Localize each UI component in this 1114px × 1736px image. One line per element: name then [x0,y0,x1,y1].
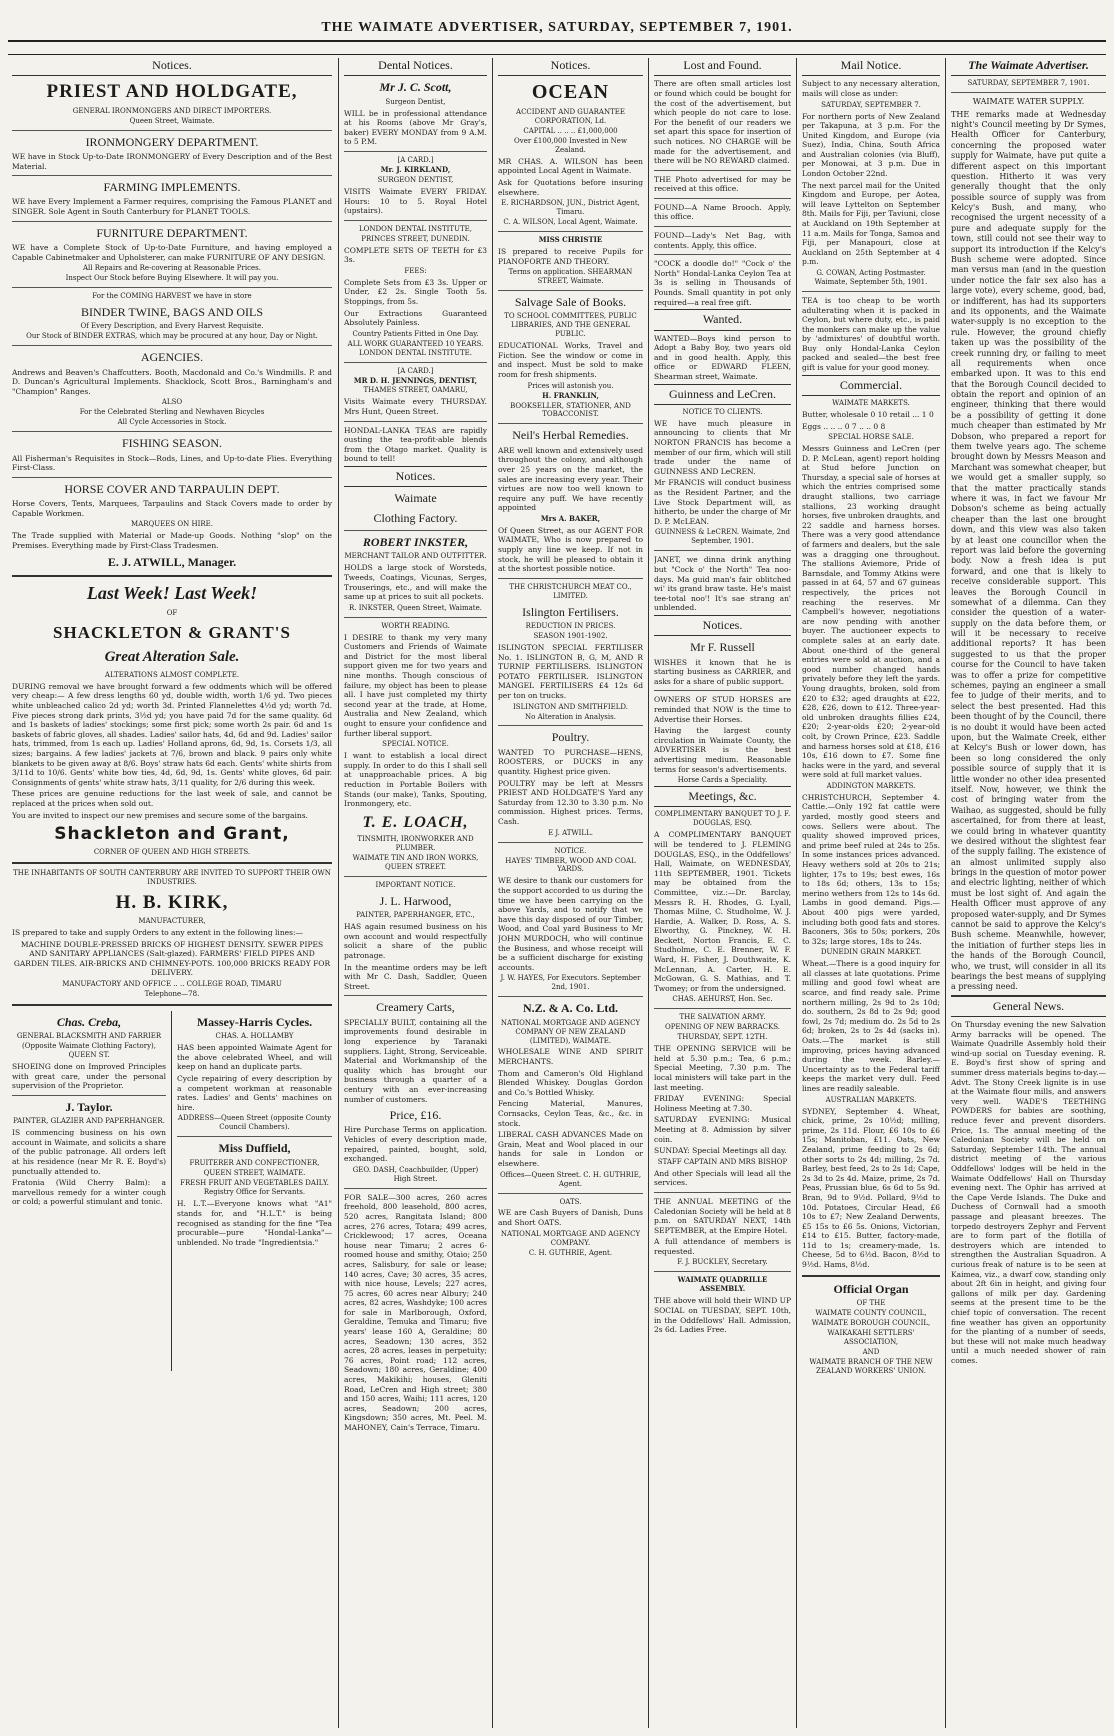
advert-text: WAIMATE BOROUGH COUNCIL, [811,1318,931,1327]
advert-subtitle: CHAS. A. HOLLAMBY [215,1032,294,1041]
divider [12,1004,332,1006]
advert-text: And other Specials will lead all the services. [654,1168,791,1188]
advert-address: QUEEN STREET, WAIMATE. [203,1168,306,1177]
advert-address: (Opposite Waimate Clothing Factory), QUEEN ST. [22,1042,156,1060]
advert-subtitle: GENERAL BLACKSMITH AND FARRIER [16,1032,162,1041]
divider [802,1275,940,1277]
advert-text: THE above will hold their WIND UP SOCIAL on TUESDAY, SEPT. 10th, in the Oddfellows' Hall. Admission, 2s 6d. Ladies Free. [654,1296,791,1335]
advert-title: Islington Fertilisers. [522,604,619,619]
advert-text: These prices are genuine reductions for the last week of sale, and cannot be replaced at the prices when sold out. [12,789,332,808]
divider [802,291,940,292]
advert-subtitle: REDUCTION IN PRICES. [525,622,616,631]
advert-text: ISLINGTON SPECIAL FERTILISER No. 1. ISLINGTON B, G, M, AND R TURNIP FERTILISERS. ISLINGTON POTATO FERTILISER. ISLINGTON MANGEL FERTILISERS £4 12s 6d per ton on trucks. [498,643,643,700]
advert-text: ARE well known and extensively used throughout the colony, and although over 25 years on the market, the sales are increasing every year. Their virtues are now too well known to require any puff. We have recently appointed [498,445,643,513]
advert-title: LONDON DENTAL INSTITUTE, [359,224,472,233]
advert-text: WANTED TO PURCHASE—HENS, ROOSTERS, or DUCKS in any quantity. Highest price given. [498,747,643,777]
advert-title: Clothing Factory. [373,510,458,525]
advert-title: WAIMATE QUADRILLE ASSEMBLY. [677,1275,768,1294]
ads-left [12,1011,166,1371]
advert-text: There are often small articles lost or found which could be bought for the cost of the advertisement, but which people do not care to lose. For the benefit of our readers we set apart this space for insertion of such notices. NO CHARGE will be made for the advertisement, and there will be NO REWARD claimed. [654,79,791,166]
advert-signature: C. H. GUTHRIE, Agent. [528,1248,613,1257]
advert-title: H. B. KIRK, [115,891,229,913]
advert-text: WHOLESALE WINE AND SPIRIT MERCHANTS. [498,1047,643,1067]
advert-subtitle: ACCIDENT AND GUARANTEE CORPORATION, Ld. [516,107,625,125]
advert-text: HONDAL-LANKA TEAS are rapidly ousting the tea-profit-able blends from the Otago market. Quality is bound to tell! [344,425,487,464]
advert-text: THE Photo advertised for may be received at this office. [654,174,791,194]
advert-subtitle: COMPLIMENTARY BANQUET TO J. F. DOUGLAS, ESQ. [654,810,791,828]
advert-subtitle: [A CARD.] [397,156,434,165]
advert-text: Over £100,000 Invested in New Zealand. [514,136,627,154]
advert-text: Fratonia (Wild Cherry Balm): a marvellous remedy for a winter cough or cold; a powerful stimulant and tonic. [12,1178,166,1207]
divider [498,996,643,997]
divider [12,287,332,288]
divider [498,290,643,291]
divider [498,1193,643,1194]
advert-subtitle: BOOKSELLER, STATIONER, AND TOBACCONIST. [510,401,631,419]
advert-signature: J. W. HAYES, For Executors. September 2nd, 1901. [500,974,641,992]
divider [654,1271,791,1272]
advert-subtitle: OF [166,608,178,617]
dept-heading: FURNITURE DEPARTMENT. [96,225,248,240]
advert-text: Horse Cards a Speciality. [677,776,768,785]
advert-text: SUNDAY: Special Meetings all day. [654,1146,787,1156]
advert-title: Mr. J. KIRKLAND, [380,165,451,174]
advert-title: OATS. [559,1197,582,1206]
advert-title: HAYES' TIMBER, WOOD AND COAL YARDS. [505,856,636,874]
column-rule [492,58,493,1728]
divider [12,1095,166,1096]
advert-signature: GEO. DASH, Coachbuilder, (Upper) High Street. [352,1165,479,1183]
article-text: On Thursday evening the new Salvation Army barracks will be opened. The Waimate Quadrille Assembly hold their wind-up social on Tuesday evening. R. E. Boyd's first show of spring and summer dress materials begins to-day.—Advt. The Stony Creek lignite is in use at the Waimate flour mills, and answers very well. WADE'S TEETHING POWDERS for babies are soothing, reduce fever and prevent disorders. Price, 1s. The annual meeting of the Caledonian Society will be held on Saturday, September 14th. The annual district meeting of the various Oddfellows' lodges will be held in the Waimate Oddfellows' Hall on Thursday evening next. The Ophir has arrived at the Cape Verde Islands. The Duke and Duchess of Cornwall had a smooth passage and pleasant breezes. The torpedo destroyers Zephyr and Fervent are to form part of the flotilla of destroyers which are intended to strengthen the Australian Squadron. A curious freak of nature is to be seen at Kaimea, viz., a dwarf cow, standing only about 2ft 6in in height, and giving four gallons of milk per day. Gardening seems at the present time to be the chief topic of conversation. The recent fine weather has given an opportunity for the planting of a number of seeds, but these will not make much headway until a much needed shower of rain comes. [951,1020,1106,1365]
advert-address: THAMES STREET, OAMARU, [363,386,468,395]
divider [177,1136,332,1137]
advert-subtitle: IMPORTANT NOTICE. [375,880,456,889]
divider [344,530,487,531]
dept-text: MARQUEES ON HIRE. [131,520,213,529]
advert-text: IS prepared to take and supply Orders to any extent in the following lines:— [12,928,303,937]
section-header: Meetings, &c. [654,786,791,807]
advert-address: CORNER OF QUEEN AND HIGH STREETS. [93,847,251,856]
advert-subtitle: ALTERATIONS ALMOST COMPLETE. [104,670,240,679]
column-dental [344,58,487,1728]
advert-subtitle: WAIMATE MARKETS. [832,399,910,408]
advert-subtitle: THURSDAY, SEPT. 12TH. [677,1033,768,1042]
dept-text: Andrews and Beaven's Chaffcutters. Booth, Macdonald and Co.'s Windmills. P. and D. Duncan's Agricultural Implements. Shacklock, Scott Bros., Barningham's and "Champion" Ranges. [12,367,332,396]
advert-text: H. L.T.—Everyone knows what "A1" stands for, and "H.L.T." is being recognised as standing for the fine "Tea procurable—pure "Hondal-Lanka"—unblended. No trade "Ingredientsia." [177,1199,332,1247]
divider [498,578,643,579]
column-rule [171,1011,172,1371]
advert-subtitle: FRUITERER AND CONFECTIONER, [189,1158,320,1167]
column-notices-mid [498,58,643,1728]
advert-signature: E J. ATWILL. [548,828,593,837]
section-header: Notices. [344,466,487,487]
advert-subtitle: NATIONAL MORTGAGE AND AGENCY COMPANY. [500,1229,641,1247]
advert-subtitle: NATIONAL MORTGAGE AND AGENCY COMPANY OF NEW ZEALAND (LIMITED), WAIMATE. [500,1018,641,1045]
dept-text: All Cycle Accessories in Stock. [117,418,227,427]
dept-heading: FISHING SEASON. [121,436,222,451]
advert-title: Chas. Creba, [56,1014,122,1029]
article-text: THE remarks made at Wednesday night's Council meeting by Dr Symes, Health Officer for Canterbury, concerning the proposed water supply for Waimate, have put quite a different aspect on this important question. Hitherto it was very generally thought that the only possible source of supply was from Kelcy's Bush, and many, who recognised the urgent necessity of a pure and adequate supply for the town, still could not see their way to support its introduction if the Kelcy's Bush scheme were adopted. Since man versus man (and in the question under notice the fair sex also has a large vote), every scheme, good, bad, or indifferent, has had its supporters and its opponents, and the Waimate water-supply is no exception to the rule. However, the ground chiefly taken up was the possibility of the creek running dry, or failing to meet all requirements when once embarked upon. It was to this end that the Borough Council decided to obtain the report and opinion of an engineer, thinking that there would be a possibility of getting it done much cheaper than estimated by Mr Dobson, who prepared a report for them twelve years ago. The scheme brought down by Messrs Meason and Marchant was somewhat cheaper, but we would get a smaller supply, so that the matter practically stands where it was, in fact we favour Mr Dobson's scheme as being actually cheaper than the last one brought down, and this view was also taken by at least one councillor when the report was laid before the governing body. Now a fresh idea is put forward, and one that is likely to receive considerable support. This leaves the Borough Council in somewhat of a dilemma. Can they consider the question of a water-supply on the data before them, or will it be necessary to receive additional reports? It has been suggested to us that the proper course for the Council to have taken was to offer a prize for competitive schemes, paying an engineer a small fee to judge of their merits, and to select the best presented. Had this been thought of by the Council, there is no doubt it would have been acted upon, but the Waimate Creek, either at Kelcy's Bush or lower down, has been so long considered the only possible source of supply that it is little wonder no other idea presented itself. Now, however, we think the cost of bringing water from the Waihao, as suggested, should be fully ascertained, for from there at least, we could bring in whatever quantity we desired without the slightest fear of the supply failing. The existence of an almost unlimited supply also brings in the question of motor power and electric lighting, neither of which must be lost sight of. And again the Health Officer must approve of any proposed water-supply, and Dr Symes cannot be said to approve the Kelcy's Bush scheme. Meanwhile, however, the initiation of further steps lies in the hands of the Borough Council, who, we trust, will consider in all its bearings the best means of supplying a pressing need. [951,109,1106,992]
advert-signature: E. J. ATWILL, Manager. [107,554,237,569]
section-header: Notices. [12,58,332,76]
dept-heading: IRONMONGERY DEPARTMENT. [85,134,259,149]
advert-title: Creamery Carts, [376,1000,455,1015]
advert-title: Mr J. C. Scott, [379,80,452,95]
advert-text: WE are Cash Buyers of Danish, Duns and Short OATS. [498,1208,643,1228]
advert-title: Waimate [394,491,437,506]
advert-title: ROBERT INKSTER, [362,535,469,550]
advert-text: A full attendance of members is requested. [654,1237,791,1256]
advert-text: FOR SALE—300 acres, 260 acres freehold, 800 leasehold, 800 acres, 520 acres, Rangitata Island; 800 acres, 276 acres, Totara; 499 acres, Cricklewood; 17 acres, Oceana house near Timaru; 2 acres 6-roomed house and smithy, Otaio; 250 acres, Salisbury, for sale or lease; 140 acres, Cave; 30 acres, 35 acres, with nice house, Levels; 227 acres, 75 acres, 60 acres near Albury; 240 acres, 82 acres, Washdyke; 100 acres for sale in Marlborough, Oxford, Geraldine, Temuka and Timaru; five years' lease 160 A, Geraldine; 80 acres, Seadown; 130 acres, 352 acres, 28 acres, leases in perpetuity; 76 acres, Point road; 112 acres, Seadown; 180 acres, Geraldine; 400 acres, Makikihi; houses, Gleniti Road, LeCren and High street; 380 and 150 acres, Waihi; 111 acres, 120 acres, Seadown; 200 acres, Kingsdown; 350 acres, Mt. Peel. M. MAHONEY, Cain's Terrace, Timaru. [344,1192,487,1432]
divider [951,92,1106,93]
advert-text: POULTRY may be left at Messrs PRIEST AND HOLDGATE'S Yard any Saturday from 12.30 to 3.30 p.m. No commission. Highest prices. Terms, Cash. [498,778,643,826]
advert-text: SATURDAY EVENING: Musical Meeting at 8. Admission by silver coin. [654,1115,791,1144]
dept-text: For the COMING HARVEST we have in store [92,292,252,301]
advert-address: ADDRESS—Queen Street (opposite County Council Chambers). [177,1114,332,1132]
advert-subtitle: WORTH READING. [381,621,450,630]
divider [344,151,487,152]
advert-title: Salvage Sale of Books. [514,295,627,309]
market-row: Butter, wholesale 0 10 retail ... 1 0 [802,409,934,419]
advert-signature: CHAS. AEHURST, Hon. Sec. [672,995,773,1004]
advert-text: WILL be in professional attendance at his Rooms (above Mr Gray's, baker) EVERY MONDAY from 9 A.M. to 5 P.M. [344,108,487,147]
advert-text: FOUND—Lady's Net Bag, with contents. Apply, this office. [654,231,791,250]
article-text: Messrs Guinness and LeCren (per D. P. McLean, agent) report holding at Stud before Junction on Thursday, a special sale of horses at which the entries comprised some draught stallions, two carriage stallions, 23 working draught horses, five unbroken draughts, and 22 saddle and harness horses. There was a very good attendance of farmers and dealers, but the sale was a dragging one throughout. The stallions Aviemore, Pride of Barnsdale, and Tommy Atkins were passed in at 64, 57 and 67 guineas respectively, the prices not reaching the reserves. Mr Campbell's however, negotiations are now pending with another buyer. The auctioneer expects to complete sales at an early date. About one-third of the general entries were sold at auction, and a good number changed hands privately before they left the yards. Young draughts, broken, sold from £20 to £32; aged draughts at £22, £28, £26, down to £12. Three-year-old unbroken draughts fillies £24, £20; 2-year-olds £20; 2-year-old colt, by Crown Prince, £23. Saddle and harness horses sold at £18, £16 10s, £16 down to £7. Some fine hacks were in the yard, and several were sold at full market values. [802,444,940,780]
advert-address: Telephone—78. [144,989,200,998]
advert-text: SHOEING done on Improved Principles with great care, under the personal supervision of the Proprietor. [12,1062,166,1091]
advert-text: "COCK a doodle do!" "Cock o' the North" Hondal-Lanka Ceylon Tea at 3s is selling in Thousands of Pounds. Small quantity in pot only required—a real free gift. [654,259,791,307]
advert-text: Terms on application. SHEARMAN STREET, Waimate. [508,268,633,286]
advert-subtitle: MERCHANT TAILOR AND OUTFITTER. [344,552,487,561]
article-text: SYDNEY, September 4. Wheat, chick, prime, 2s 10½d; milling, prime, 2s 11d. Flour, £6 10s to £6 15s; Manitoban, £11. Oats, New Zealand, prime feeding to 2s 6d; other sorts to 2s 4d; milling, 2s 7d. Barley, best feed, 2s to 2s 1d; Cape, 2s 3d to 2s 4d. Maize, prime, 2s 7d. Peas, Prussian blue, 6s 6d to 5s 9d. Bran, 9d to 9½d. Pollard, 9½d to 10d. Potatoes, Circular Head, £6 10s to £7; New Zealand Derwents, £5 15s to £6 5s. Onions, Victorian, £14 to £15. Butter, factory-made, 11d to 1s; creamery-made, 1s. Cheese, 5d to 6½d. Bacon, 8½d to 9½d. Hams, 8½d. [802,1106,940,1270]
advert-text: The next parcel mail for the United Kingdom and Europe, per Aotea, will leave Lyttelton on September 8th. Mails for Fiji, per Taviuni, close at Auckland on 19th September at 11 a.m. Mails for Tonga, Samoa and Fiji, per Manapouri, close at Auckland on 25th September at 4 p.m. [802,180,940,267]
advert-text: OWNERS OF STUD HORSES are reminded that NOW is the time to Advertise their Horses. [654,695,791,724]
dept-text: WE have a Complete Stock of Up-to-Date Furniture, and having employed a Capable Cabinetmaker and Upholsterer, can make FURNITURE OF ANY DESIGN. [12,243,332,262]
section-header: Mail Notice. [802,58,940,76]
advert-title: OCEAN [531,81,610,104]
advert-subtitle: DUNEDIN GRAIN MARKET. [820,948,922,957]
advert-text: WE have much pleasure in announcing to clients that Mr NORTON FRANCIS has become a member of our firm, which will still trade under the name of GUINNESS AND LeCREN. [654,418,791,476]
column-editorial [951,58,1106,1728]
section-header: General News. [951,995,1106,1017]
advert-subtitle: SEASON 1901-1902. [533,632,608,641]
advert-title: Neil's Herbal Remedies. [512,428,629,443]
dept-text: Of Every Description, and Every Harvest Requisite. [80,322,264,331]
advert-subtitle: PAINTER, GLAZIER AND PAPERHANGER. [13,1117,165,1126]
article-headline: WAIMATE WATER SUPPLY. [972,97,1085,107]
advert-text: Prices will astonish you. [527,381,614,390]
dept-text: For the Celebrated Sterling and Newhaven Bicycles [79,408,265,417]
top-rule [8,40,1106,42]
advert-title: Miss Duffield, [218,1141,291,1156]
divider [344,617,487,618]
advert-subtitle: [A CARD.] [397,366,434,375]
advert-subtitle: Surgeon Dentist, [385,97,446,106]
article-date: SATURDAY, SEPTEMBER 7, 1901. [967,79,1090,88]
advert-address: WAIMATE TIN AND IRON WORKS, QUEEN STREET. [352,854,479,872]
advert-subtitle: FEES: [404,266,427,275]
advert-text: I want to establish a local direct supply. In order to do this I shall sell at unapproachable prices. A big reduction in Portable Boilers with Stands (our make), Tanks, Spouting, Ironmongery, etc. [344,751,487,809]
advert-text: I DESIRE to thank my very many Customers and Friends of Waimate and District for the most liberal support given me for two years and nine months. Though conscious of failure, my object has been to please all. I have just completed my thirty second year at the trade, at Home, Australia and New Zealand, which ought to ensure your confidence and further liberal support. [344,632,487,738]
column-rule [945,58,946,1728]
advert-text: Complete Sets from £3 3s. Upper or Under, £2 2s. Single Tooth 5s. Stoppings, from 5s. [344,277,487,306]
section-header: Guinness and LeCren. [654,384,791,405]
divider [654,198,791,199]
advert-text: COMPLETE SETS OF TEETH for £3 3s. [344,245,487,265]
market-row: Eggs .. .. .. 0 7 .. .. 0 8 [802,421,886,431]
advert-text: Of Queen Street, as our AGENT FOR WAIMATE, Who is now prepared to supply any line we keep. If not in stock, he will be pleased to obtain it at the shortest possible notice. [498,525,643,574]
dept-text: Inspect Our Stock before Buying Elsewhere. It will pay you. [65,274,279,283]
divider [12,130,332,131]
divider [12,221,332,222]
dept-text: Horse Covers, Tents, Marquees, Tarpaulins and Stack Covers made to order by Capable Workmen. [12,499,332,518]
advert-subtitle: GENERAL IRONMONGERS AND DIRECT IMPORTERS. [72,106,272,115]
advert-text: CAPITAL .. .. .. £1,000,000 [523,126,618,135]
divider [344,421,487,422]
column-rule [338,58,339,1728]
advert-title: J. L. Harwood, [379,893,452,908]
advert-text: Mr FRANCIS will conduct business as the Resident Partner, and the Live Stock Department will, as hitherto, be under the charge of Mr D. P. McLEAN. [654,478,791,526]
advert-signature: Offices—Queen Street. C. H. GUTHRIE, Agent. [499,1170,642,1188]
advert-text: THE ANNUAL MEETING of the Caledonian Society will be held at 8 p.m. on SATURDAY NEXT, 14th SEPTEMBER, at the Empire Hotel. [654,1196,791,1235]
dept-text: All Fisherman's Requisites in Stock—Rods, Lines, and Up-to-date Flies. Everything First-Class. [12,453,332,473]
advert-text: MACHINE DOUBLE-PRESSED BRICKS OF HIGHEST DENSITY. SEWER PIPES AND SANITARY APPLIANCES (Salt-glazed). FARMERS' FIELD PIPES AND GARDEN TILES. AIR-BRICKS AND CHIMNEY-POTS. 100,000 BRICKS READY FOR DELIVERY. [13,939,331,978]
divider [344,876,487,877]
divider [654,690,791,691]
masthead: THE WAIMATE ADVERTISER, SATURDAY, SEPTEMBER 7, 1901. [321,20,793,35]
dept-text: The Trade supplied with Material or Made-up Goods. Nothing "slop" on the Premises. Everything made by First-Class Tradesmen. [12,531,332,550]
advert-text: FRESH FRUIT AND VEGETABLES DAILY. [180,1178,329,1187]
advert-subtitle: MANUFACTURER, [138,917,206,926]
sub-rule [8,54,1106,55]
advert-subtitle: PAINTER, PAPERHANGER, ETC., [356,911,475,920]
divider [498,725,643,726]
two-column-ads [12,1011,332,1371]
advert-text: WAIKAKAHI SETTLERS' ASSOCIATION, [827,1328,915,1346]
advert-text: Ask for Quotations before insuring elsewhere. [498,177,643,197]
advert-signature: GUINNESS & LeCREN. Waimate, 2nd September, 1901. [654,528,791,546]
section-header: The Waimate Advertiser. [951,58,1106,76]
divider [344,995,487,996]
article-text: Wheat.—There is a good inquiry for all classes at late quotations. Prime milling and good fowl wheat are scarce, and find ready sale. Prime northern milling, 2s 9d to 2s 10d; do. southern, 2s 8d to 2s 9d; good fowl, 2s 7d; medium do. 2s 5d to 2s 6d; broken, 2s to 2s 4d (sacks in). Oats.—The market is still improving, prices having advanced during the week. Barley.—Uncertainty as to the Federal tariff keeps the market very dull. Feed lines are readily saleable. [802,959,940,1094]
advert-title: H. FRANKLIN, [542,390,599,400]
advert-signature: G. COWAN, Acting Postmaster. Waimate, September 5th, 1901. [814,269,928,286]
divider [12,175,332,176]
advert-text: SPECIALLY BUILT, containing all the improvements found desirable in long experience by Taranaki suppliers. Light, Strong, Serviceable. Material and Workmanship of the quality which has brought our business through a quarter of a century with an ever-increasing number of customers. [344,1017,487,1104]
divider [654,170,791,171]
advert-subtitle: ADDINGTON MARKETS. [826,781,916,790]
advert-text: HAS again resumed business on his own account and would respectfully solicit a share of the public patronage. [344,922,487,961]
advert-text: Thom and Cameron's Old Highland Blended Whiskey. Douglas Gordon and Co.'s Bottled Whisky. [498,1068,643,1097]
advert-text: Visits Waimate every THURSDAY. Mrs Hunt, Queen Street. [344,397,487,417]
advert-title: MISS CHRISTIE [538,234,603,244]
advert-text: Registry Office for Servants. [203,1188,306,1197]
advert-text: In the meantime orders may be left with Mr C. Dash, Saddler, Queen Street. [344,962,487,991]
ads-right [177,1011,332,1371]
advert-title: Last Week! Last Week! [86,582,258,603]
advert-text: FOUND—A Name Brooch. Apply, this office. [654,202,791,222]
advert-text: Subject to any necessary alteration, mails will close as under: [802,79,940,98]
advert-subtitle: SPECIAL HORSE SALE. [828,433,914,442]
divider [344,1188,487,1189]
section-header: Wanted. [654,309,791,330]
advert-text: VISITS Waimate EVERY FRIDAY. Hours: 10 to 5. Royal Hotel (upstairs). [344,186,487,216]
advert-text: WANTED—Boys kind person to Adopt a Baby Boy, two years old and in good health. Apply, this office or EDWARD FLEEN, Shearman street, Waimate. [654,333,791,381]
divider [654,1008,791,1009]
advert-text: ISLINGTON AND SMITHFIELD. [513,702,628,711]
advert-address: PRINCES STREET, DUNEDIN. [361,234,470,243]
advert-text: IS prepared to receive Pupils for PIANOFORTE AND THEORY. [498,246,643,266]
advert-title: Poultry. [551,730,590,745]
divider [12,345,332,346]
section-header: Notices. [654,615,791,636]
advert-address: MANUFACTORY AND OFFICE .. .. COLLEGE ROAD, TIMARU [62,979,282,988]
divider [498,231,643,232]
divider [654,254,791,255]
advert-subtitle: SATURDAY, SEPTEMBER 7. [821,100,921,109]
advert-subtitle: NOTICE TO CLIENTS. [682,407,763,416]
divider [12,575,332,577]
column-rule [796,58,797,1728]
advert-title: Mrs A. BAKER, [540,513,601,523]
advert-text: Cycle repairing of every description by a competent workman at reasonable rates. Ladies' and Gents' machines on hire. [177,1073,332,1112]
divider [498,842,643,843]
dept-text: WE have Every Implement a Farmer requires, comprising the Famous PLANET and SINGER. Sole Agent in South Canterbury for PLANET TOOLS. [12,197,332,217]
divider [12,431,332,432]
advert-title: Shackleton and Grant, [54,824,290,845]
advert-subtitle: TINSMITH, IRONWORKER AND PLUMBER. [357,835,474,853]
dept-text: All Repairs and Re-covering at Reasonable Prices. [83,264,261,273]
advert-subtitle: NOTICE. [554,846,587,855]
advert-signature: R. INKSTER, Queen Street, Waimate. [349,603,482,612]
dept-heading: AGENCIES. [140,350,204,365]
advert-text: You are invited to inspect our new premises and secure some of the bargains. [12,810,308,820]
advert-text: TEA is too cheap to be worth adulterating when it is packed in Ceylon, but where duty, etc., is paid the monkers can make up the value by 'admixtures' of doubtful worth. Buy only Hondal-Lanka Ceylon packed and sealed—the best free gift is value for your good money. [802,295,940,373]
divider [12,477,332,478]
dept-text: ALSO [161,398,183,407]
divider [654,1192,791,1193]
advert-text: Country Patients Fitted in One Day. [352,329,479,338]
advert-title: Mr F. Russell [690,640,755,655]
column-rule [648,58,649,1728]
divider [654,550,791,551]
advert-text: Having the largest county circulation in Waimate County, the ADVERTISER is the best advertising medium. Reasonable terms for season's advertisements. [654,726,791,774]
advert-signature: E. RICHARDSON, JUN., District Agent, Timaru. [501,199,640,217]
dept-text: Our Stock of BINDER EXTRAS, which may be procured at any hour, Day or Night. [26,332,318,341]
advert-title: Price, £16. [389,1108,442,1123]
advert-text: Our Extractions Guaranteed Absolutely Painless. [344,308,487,328]
article-text: CHRISTCHURCH, September 4. Cattle.—Only 192 fat cattle were yarded, mostly good steers and cows. Sellers were about. The quality showed improved prices, and prime beef ruled at 24s to 25s. In some instances prices advanced. Heavy wethers sold at 20s to 21s; lighter, 17s to 19s; best ewes, 16s to 18s 6d; others, 13s to 15s; merino wethers from 12s to 14s 6d. Lambs in good demand. Pigs.—About 400 pigs were yarded, including both good fats and stores. Baconers, 36s to 50s; porkers, 20s to 32s; large stores, 18s to 24s. [802,792,940,946]
advert-text: HOLDS a large stock of Worsteds, Tweeds, Coatings, Vicunas, Serges, Trouserings, etc., and will make the same up at prices to suit all pockets. [344,563,487,602]
advert-signature: C. A. WILSON, Local Agent, Waimate. [503,218,638,226]
advert-text: FRIDAY EVENING: Special Holiness Meeting at 7.30. [654,1094,791,1113]
advert-text: MR CHAS. A. WILSON has been appointed Local Agent in Waimate. [498,156,643,176]
advert-text: HAS been appointed Waimate Agent for the above celebrated Wheel, and will keep on hand an duplicate parts. [177,1043,332,1072]
advert-subtitle: SPECIAL NOTICE. [382,740,449,749]
advert-subtitle: AUSTRALIAN MARKETS. [825,1095,917,1104]
divider [654,226,791,227]
advert-subtitle: THE INHABITANTS OF SOUTH CANTERBURY ARE INVITED TO SUPPORT THEIR OWN INDUSTRIES. [13,868,331,886]
section-header: Lost and Found. [654,58,791,76]
section-header: Commercial. [802,375,940,396]
advert-text: ALL WORK GUARANTEED 10 YEARS. LONDON DENTAL INSTITUTE. [347,339,484,357]
advert-title: T. E. LOACH, [362,813,469,831]
divider [344,220,487,221]
advert-subtitle: SURGEON DENTIST, [377,175,454,184]
advert-title: N.Z. & A. Co. Ltd. [522,1001,618,1016]
advert-text: EDUCATIONAL Works, Travel and Fiction. See the window or come in and inspect. Must be sold to make room for fresh shipments. [498,341,643,379]
advert-text: IS commencing business on his own account in Waimate, and solicits a share of the public patronage. All orders left at his residence (near Mr R. E. Boyd's) punctually attended to. [12,1128,166,1176]
advert-subtitle: THE CHRISTCHURCH MEAT CO., LIMITED. [509,582,632,600]
advert-text: JANET, we dinna drink anything but "Cock o' the North" Tea noo-days. Ma guid man's fair oblitched wi' its grand braw taste. He's maist tee-total noo'! It's sae strang an' unblended. [654,555,791,613]
advert-text: WAIMATE COUNTY COUNCIL, [815,1308,927,1317]
section-header: Notices. [498,58,643,76]
advert-text: A COMPLIMENTARY BANQUET will be tendered to J. FLEMING DOUGLAS, ESQ., in the Oddfellows' Hall, Waimate, on WEDNESDAY, 11th SEPTEMBER, 1901. Tickets may be obtained from the Committee, viz.:—Dr. Barclay, Messrs R. H. Rhodes, G. Lyall, Thomas Milne, C. Studholme, W. J. Hardie, A. Walker, D. Ross, A. S. Elworthy, G. Pinckney, W. H. Beckett, Norton Francis, E. C. Studholme, C. E. Brenner, W. F. Ward, H. Fisher, J. Douthwaite, K. McLennan, A. Carter, H. E. McGowan, G. S. Mathias, and T. Twomey; or from the undersigned. [654,830,791,993]
advert-title: Massey-Harris Cycles. [196,1014,313,1029]
advert-signature: F. J. BUCKLEY, Secretary. [677,1258,768,1267]
dept-heading: BINDER TWINE, BAGS AND OILS [80,305,264,320]
dept-text: WE have in Stock Up-to-Date IRONMONGERY of Every Description and of the Best Material. [12,151,332,171]
advert-title: SHACKLETON & GRANT'S [53,622,291,642]
dept-heading: FARMING IMPLEMENTS. [103,180,241,195]
advert-text: Hire Purchase Terms on application. Vehicles of every description made, repaired, painted, bought, sold, exchanged. [344,1125,487,1164]
advert-text: WISHES it known that he is starting business as CARRIER, and asks for a share of public support. [654,657,791,686]
advert-address: Queen Street, Waimate. [129,116,215,125]
advert-title: PRIEST AND HOLDGATE, [46,81,298,103]
advert-subtitle: TO SCHOOL COMMITTEES, PUBLIC LIBRARIES, AND THE GENERAL PUBLIC. [504,312,637,339]
advert-text: WE desire to thank our customers for the support accorded to us during the time we have been carrying on the above Yards, and to notify that we have this day disposed of our Timber, Wood, and Coal yard Business to Mr JOHN MURDOCH, who will continue the Business, and whose receipt will be a sufficient discharge for existing accounts. [498,876,643,972]
advert-text: WAIMATE BRANCH OF THE NEW ZEALAND WORKERS' UNION. [809,1357,933,1375]
column-lost-found [654,58,791,1728]
advert-title: Official Organ [833,1281,909,1296]
divider [344,362,487,363]
section-header: Dental Notices. [344,58,487,76]
advert-text: DURING removal we have brought forward a few oddments which will be offered very cheap:— A few dress lengths 60 yd, double width, worth 1/6 yd. Two pieces white unbleached calico 2d yd; worth 3d. Printed Flannelettes 4½d yd; worth 7d. Five pieces strong dark prints, 3½d yd; you have paid 7d for the same quality. 6d and 1s baskets of ladies' stockings; some first pick; some worth 2s pair. 6d and 1s baskets of fabric gloves, all shades. Ladies' sailor hats, 4d, 6d and 9d. Ladies' sailor hats, trimmed, from 1s each up. Ladies' Holland aprons, 6d, 9d, 1s. Corsets 1/3, all sizes; bargains. A few ladies' jackets at 7/6, brown and black. 9 pairs only white blankets to be given away at 8/6. Boys' straw hats 6d each. Gents' white shirts from 3/11d to 10/6. Gents' white bow ties, 4d, 6d, 9d, 1s. Gents' white gloves, 6d pair. Consignments of gents' white straw hats, 3/11 quality, for 2/6 during this week. [12,681,332,787]
advert-subtitle: OF THE [856,1299,886,1308]
advert-text: Fencing Material, Manures, Cornsacks, Ceylon Teas, &c., &c. in stock. [498,1099,643,1128]
advert-title: Great Alteration Sale. [104,648,240,665]
advert-text: For northern ports of New Zealand per Takapuna, at 3 p.m. For the United Kingdom, and Europe (via Suez), India, China, South Africa and Australian colonies (via Bluff), per Monowai, at 3 p.m. Due in London October 22nd. [802,111,940,179]
divider [498,423,643,424]
advert-text: LIBERAL CASH ADVANCES Made on Grain, Meat and Wool placed in our hands for sale in London or elsewhere. [498,1130,643,1168]
divider [12,862,332,864]
advert-text: No Alteration in Analysis. [525,712,616,721]
advert-text: THE OPENING SERVICE will be held at 5.30 p.m.; Tea, 6 p.m.; Special Meeting, 7.30 p.m. The local ministers will take part in the last meeting. [654,1044,791,1092]
advert-title: J. Taylor. [65,1099,113,1114]
advert-text: AND [862,1347,880,1356]
advert-subtitle: STAFF CAPTAIN AND MRS BISHOP [657,1157,788,1166]
dept-heading: HORSE COVER AND TARPAULIN DEPT. [64,481,280,496]
column-notices-left [12,58,332,1728]
advert-subtitle: OPENING OF NEW BARRACKS. [664,1023,781,1032]
advert-title: THE SALVATION ARMY. [679,1013,766,1022]
column-mail-commercial [802,58,940,1728]
advert-title: MR D. H. JENNINGS, DENTIST, [353,375,478,385]
